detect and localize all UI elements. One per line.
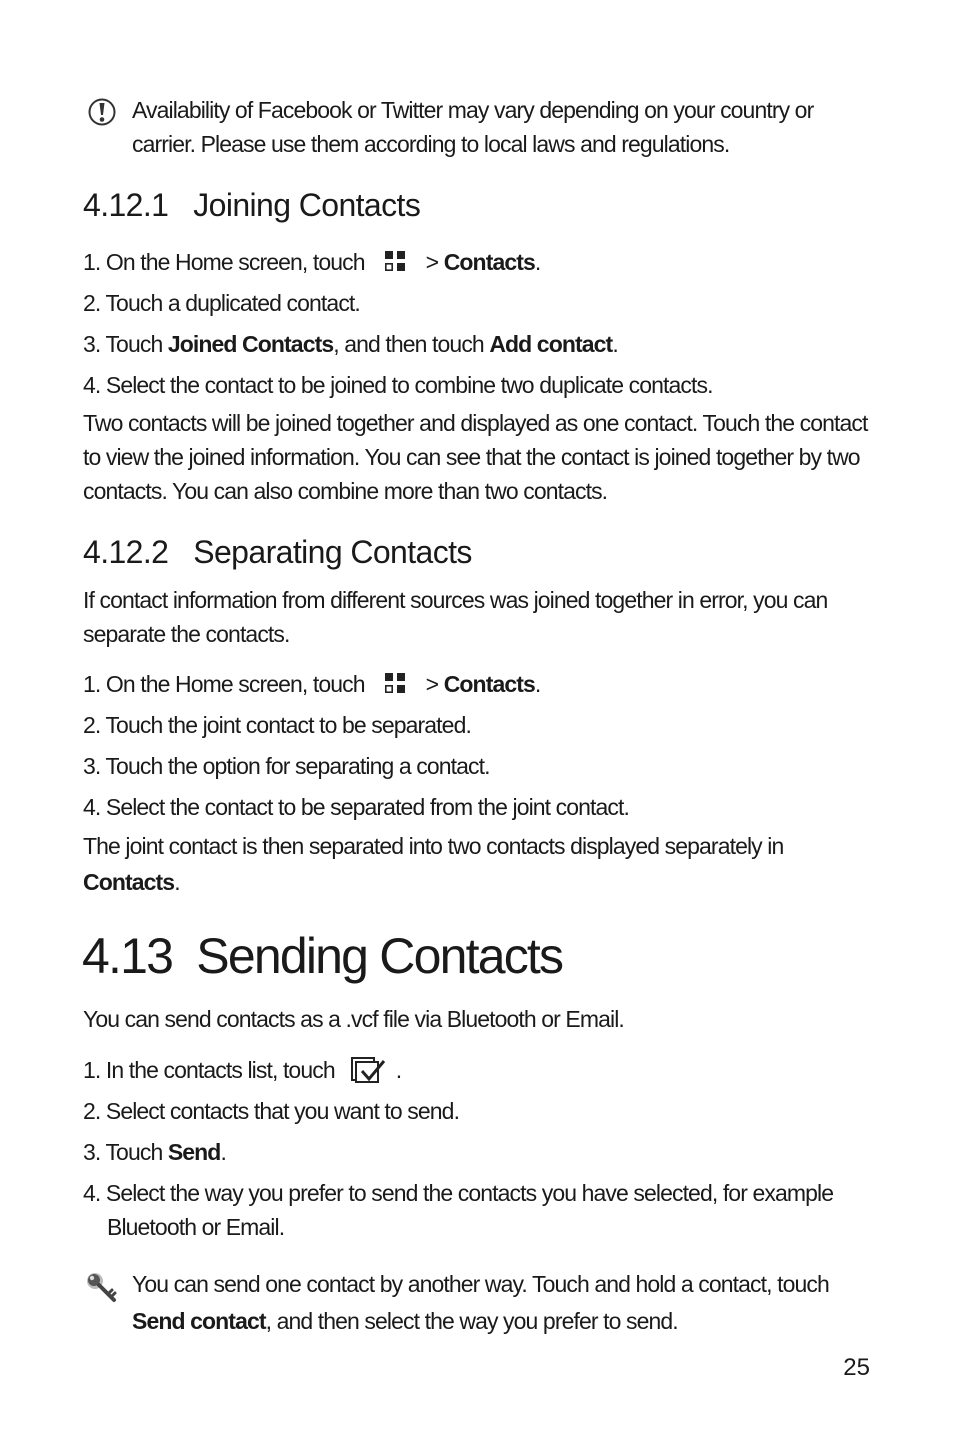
- exclamation-icon: [86, 96, 118, 128]
- tip-key-icon: [84, 1270, 120, 1306]
- gt-symbol: >: [425, 671, 439, 697]
- separating-step-3: 3. Touch the option for separating a contact.: [83, 753, 490, 779]
- tip-line-2: [132, 1304, 678, 1338]
- period: .: [534, 671, 541, 697]
- sending-step-1: [83, 1053, 401, 1089]
- separating-intro-line-2: separate the contacts.: [83, 621, 290, 647]
- step-text: 1. In the contacts list, touch: [83, 1057, 335, 1083]
- joining-para-line-1: Two contacts will be joined together and displayed as one contact. Touch the contact: [83, 410, 868, 436]
- period: .: [395, 1057, 402, 1083]
- separating-step-4: 4. Select the contact to be separated from the joint contact.: [83, 794, 630, 820]
- add-contact-label: Add contact: [489, 331, 613, 357]
- apps-grid-icon: [380, 669, 410, 699]
- contacts-label: Contacts: [443, 249, 535, 275]
- step-text: 3. Touch: [83, 331, 168, 357]
- step-text: 3. Touch: [83, 1139, 168, 1165]
- note-line-2: carrier. Please use them according to local laws and regulations.: [132, 131, 730, 157]
- joining-step-4: 4. Select the contact to be joined to combine two duplicate contacts.: [83, 372, 713, 398]
- period: .: [220, 1139, 226, 1165]
- sending-step-4-line-2: Bluetooth or Email.: [107, 1214, 285, 1240]
- joining-step-3: [83, 327, 618, 361]
- sending-step-4-line-1: 4. Select the way you prefer to send the contacts you have selected, for example: [83, 1180, 834, 1206]
- joining-step-1: [83, 245, 540, 281]
- page-number: 25: [843, 1354, 870, 1381]
- gt-symbol: >: [425, 249, 439, 275]
- contacts-label: Contacts: [83, 869, 175, 895]
- period: .: [534, 249, 541, 275]
- separating-step-2: 2. Touch the joint contact to be separated.: [83, 712, 471, 738]
- send-contact-label: Send contact: [132, 1308, 266, 1334]
- send-label: Send: [167, 1139, 221, 1165]
- note-line-1: Availability of Facebook or Twitter may vary depending on your country or: [132, 97, 814, 123]
- separating-intro-line-1: If contact information from different sources was joined together in error, you can: [83, 587, 828, 613]
- step-text-mid: , and then touch: [333, 331, 490, 357]
- separating-para-line-1: The joint contact is then separated into two contacts displayed separately in: [83, 833, 784, 859]
- apps-grid-icon: [380, 247, 410, 277]
- sending-step-3: [83, 1135, 226, 1169]
- section-heading-joining: 4.12.1 Joining Contacts: [83, 187, 421, 223]
- period: .: [174, 869, 180, 895]
- sending-step-2: 2. Select contacts that you want to send.: [83, 1098, 460, 1124]
- sending-intro: You can send contacts as a .vcf file via Bluetooth or Email.: [83, 1006, 624, 1032]
- multi-select-icon: [350, 1055, 390, 1085]
- contacts-label: Contacts: [443, 671, 535, 697]
- separating-para-line-2: [83, 865, 180, 899]
- step-text: 1. On the Home screen, touch: [83, 671, 365, 697]
- step-text: 1. On the Home screen, touch: [83, 249, 365, 275]
- period: .: [612, 331, 618, 357]
- section-heading-separating: 4.12.2 Separating Contacts: [83, 534, 472, 570]
- separating-step-1: [83, 667, 540, 703]
- joining-step-2: 2. Touch a duplicated contact.: [83, 290, 360, 316]
- joined-contacts-label: Joined Contacts: [167, 331, 334, 357]
- tip-line-1: You can send one contact by another way. Touch and hold a contact, touch: [132, 1271, 829, 1297]
- section-heading-sending: 4.13 Sending Contacts: [82, 928, 563, 984]
- joining-para-line-3: contacts. You can also combine more than two contacts.: [83, 478, 608, 504]
- tip-text: , and then select the way you prefer to send.: [265, 1308, 678, 1334]
- joining-para-line-2: to view the joined information. You can see that the contact is joined together by two: [83, 444, 860, 470]
